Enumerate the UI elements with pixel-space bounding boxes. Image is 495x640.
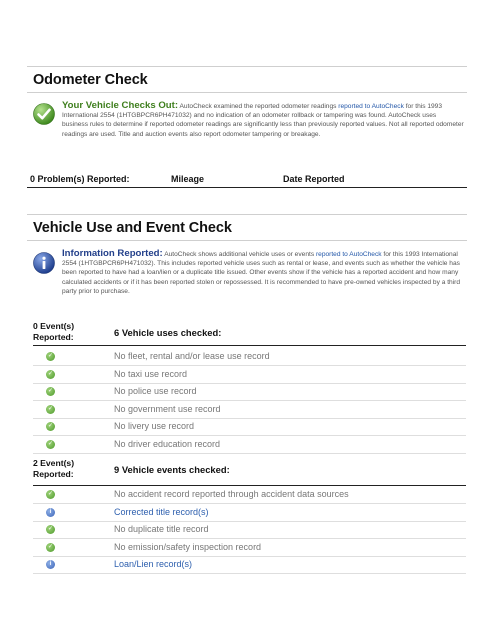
check-row	[33, 539, 466, 557]
check-row-text: No police use record	[114, 386, 197, 397]
events-group-title: 9 Vehicle events checked:	[114, 464, 230, 475]
check-row	[33, 401, 466, 419]
check-row	[33, 348, 466, 366]
check-dot-icon: ✓	[47, 353, 54, 359]
check-row-text: No livery use record	[114, 421, 195, 432]
vehicle-use-title-rule	[27, 240, 467, 241]
odometer-problems-header: 0 Problem(s) Reported:	[30, 174, 130, 184]
uses-group-title: 6 Vehicle uses checked:	[114, 327, 222, 338]
check-dot-icon: ✓	[47, 543, 54, 550]
check-row	[33, 521, 466, 539]
uses-count-label: 0 Event(s) Reported:	[33, 321, 75, 342]
odometer-autocheck-link[interactable]: reported to AutoCheck	[338, 103, 404, 110]
odometer-mileage-header: Mileage	[171, 174, 205, 184]
check-row-text: No fleet, rental and/or lease use record	[114, 351, 270, 361]
check-row	[33, 418, 466, 436]
vehicle-use-body-2: for this 1993 International 2554 (1HTGBPCR6PH471032). This includes reported vehicle uses such as rental or lease, and events such as whether the vehicle has been reported to have had a loan/lien or a duplicate title issued. Other events show if the vehicle has a reported accident and how many calculated accidents or if it has been reported stolen or repossessed. It is recommended to have pre-owned vehicles inspected by a third party prior to purchase.	[62, 251, 461, 295]
check-row	[33, 436, 466, 454]
check-dot-icon: ✓	[47, 441, 54, 447]
check-row-text: No duplicate title record	[114, 524, 209, 535]
check-row	[33, 383, 466, 401]
info-dot-icon: i	[46, 560, 55, 569]
events-count-label: 2 Event(s) Reported:	[33, 458, 75, 479]
check-row-text[interactable]: Loan/Lien record(s)	[114, 559, 193, 570]
odometer-body-2: for this 1993 International 2554 (1HTGBPCR6PH471032) and no indication of an odometer rollback or tampering was found. AutoCheck uses business rules to determine if reported odometer readings are significantly less than previously reported values. Not all reported odometer readings are used. Title and auction events also report odometer tampering or breakage.	[62, 103, 464, 138]
vehicle-use-section-title: Vehicle Use and Event Check	[33, 220, 232, 236]
check-dot-icon: ✓	[47, 423, 54, 430]
vehicle-use-top-rule	[27, 214, 467, 215]
check-row	[33, 486, 466, 504]
odometer-lead: Your Vehicle Checks Out:	[62, 100, 179, 111]
check-dot-icon: ✓	[47, 388, 54, 395]
check-row-text: No emission/safety inspection record	[114, 541, 262, 552]
check-row-text: No government use record	[114, 403, 221, 414]
odometer-summary	[62, 101, 464, 139]
check-row	[33, 504, 466, 522]
vehicle-use-body-1: AutoCheck shows additional vehicle uses or events	[162, 251, 316, 258]
vehicle-use-autocheck-link[interactable]: reported to AutoCheck	[315, 251, 382, 258]
vehicle-use-summary	[62, 249, 464, 296]
uses-group-rule	[33, 345, 466, 346]
odometer-body-1: AutoCheck examined the reported odometer readings	[178, 103, 339, 110]
check-dot-icon: ✓	[47, 526, 54, 533]
check-row	[33, 556, 466, 574]
check-row-text: No taxi use record	[114, 368, 188, 379]
odometer-section-title: Odometer Check	[33, 72, 148, 88]
vehicle-use-lead: Information Reported:	[62, 248, 163, 259]
check-row-text[interactable]: Corrected title record(s)	[114, 506, 209, 517]
odometer-title-rule	[27, 92, 467, 93]
check-row-text: No accident record reported through accident data sources	[114, 489, 349, 499]
odometer-table-rule	[27, 187, 467, 188]
odometer-date-header: Date Reported	[283, 174, 345, 184]
checkmark-icon	[33, 103, 55, 125]
check-dot-icon: ✓	[47, 370, 54, 377]
info-icon	[33, 252, 55, 274]
check-row-text: No driver education record	[114, 439, 221, 449]
check-dot-icon: ✓	[47, 405, 54, 412]
odometer-top-rule	[27, 66, 467, 67]
info-dot-icon: i	[46, 508, 55, 517]
check-dot-icon: ✓	[47, 491, 54, 497]
check-row	[33, 366, 466, 384]
